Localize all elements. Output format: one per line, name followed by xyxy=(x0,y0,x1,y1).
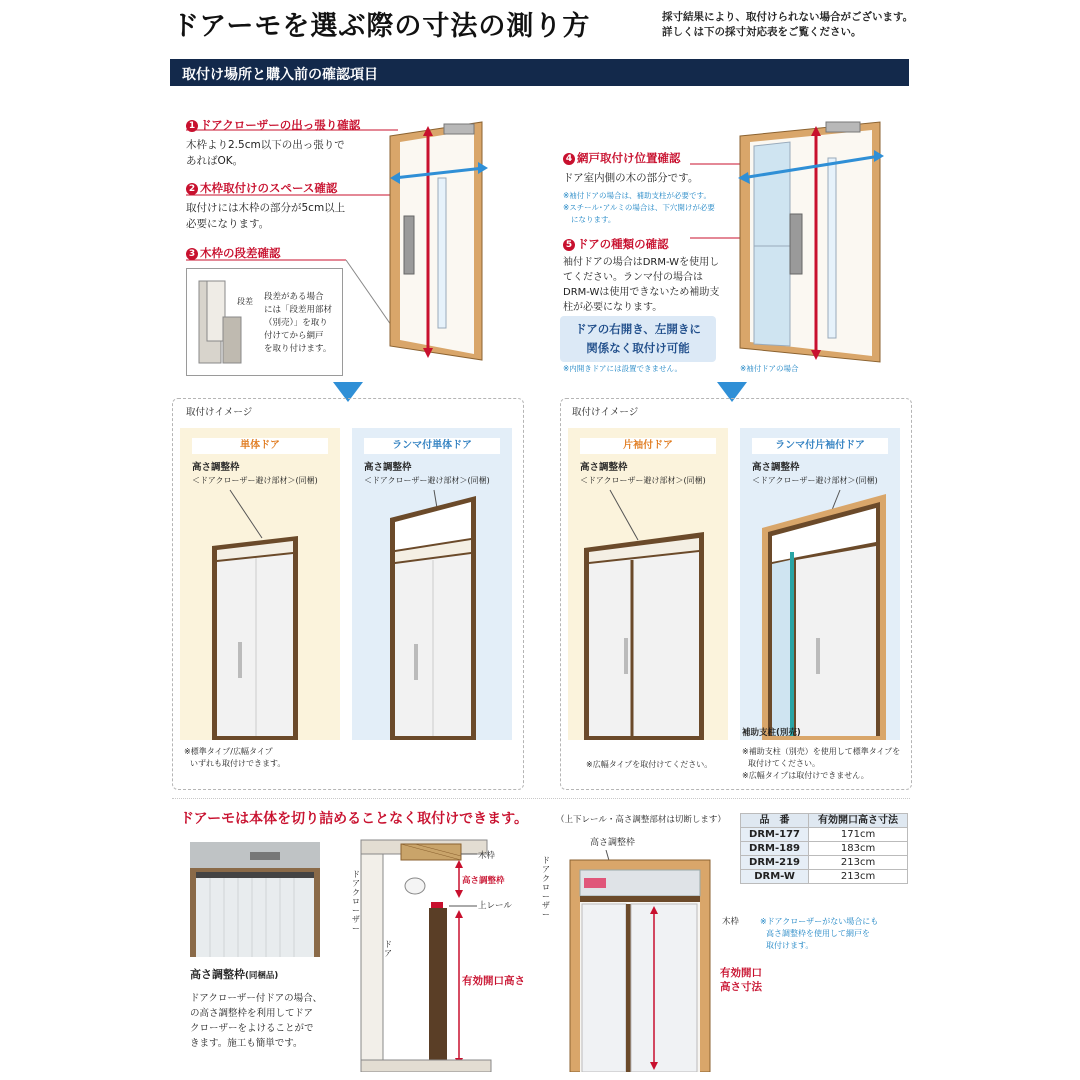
photo-body: ドアクローザー付ドアの場合、 の高さ調整枠を利用してドア クローザーをよけることがで きます。施工も簡単です。 xyxy=(190,993,323,1049)
frame-label: 高さ調整枠 xyxy=(364,462,412,473)
page-title: ドアーモを選ぶ際の寸法の測り方 xyxy=(172,11,591,42)
check-title: 木枠の段差確認 xyxy=(200,246,281,260)
note-inward: ※内開きドアには設置できません。 xyxy=(563,364,683,373)
section-bar-title: 取付け場所と購入前の確認項目 xyxy=(182,67,378,83)
card-title: 片袖付ドア xyxy=(580,438,716,454)
d1-effective-label: 有効開口高さ xyxy=(462,975,525,987)
frame-sub: ＜ドアクローザー避け部材＞(同梱) xyxy=(752,476,878,485)
door-illustration-right xyxy=(736,118,886,366)
d1-closer-label: ドアクローザー xyxy=(352,870,360,933)
front-view-diagram xyxy=(566,850,716,1072)
d2-adjust-label: 高さ調整枠 xyxy=(590,838,636,848)
left-install-note: ※標準タイプ/広幅タイプ いずれも取付けできます。 xyxy=(184,747,286,768)
card-title: ランマ付片袖付ドア xyxy=(752,438,888,454)
table-header-row xyxy=(741,814,908,828)
d2-effective-label: 有効開口 高さ寸法 xyxy=(720,967,762,993)
step-body: 段差がある場合 には「段差用部材 （別売）」を取り 付けてから網戸 を取り付けます。 xyxy=(264,292,333,354)
frame-label: 高さ調整枠 xyxy=(192,462,240,473)
door-sleeve xyxy=(582,488,708,740)
bottom-note: ※ドアクローザーがない場合にも 高さ調整枠を使用して網戸を 取付けます。 xyxy=(760,917,879,950)
frame-label: 高さ調整枠 xyxy=(752,462,800,473)
card-transom-door xyxy=(352,428,512,740)
cell-height: 183cm xyxy=(809,842,908,856)
photo-caption: 高さ調整枠(同梱品) xyxy=(190,968,279,981)
install-label-left: 取付けイメージ xyxy=(186,407,253,418)
table-row xyxy=(741,870,908,884)
cell-model: DRM-W xyxy=(741,870,809,884)
install-label-right: 取付けイメージ xyxy=(572,407,639,418)
check-number: 4 xyxy=(563,153,575,165)
door-single xyxy=(210,488,302,740)
frame-sub: ＜ドアクローザー避け部材＞(同梱) xyxy=(580,476,706,485)
door-illustration-left xyxy=(386,118,496,363)
section-bar xyxy=(170,59,909,86)
note-sleeve: ※袖付ドアの場合 xyxy=(740,364,799,373)
mid-install-note: ※広幅タイプを取付けてください。 xyxy=(586,760,713,769)
check-number: 1 xyxy=(186,120,198,132)
callout-box: ドアの右開き、左開きに 関係なく取付け可能 xyxy=(560,316,716,362)
cell-model: DRM-177 xyxy=(741,828,809,842)
check-body: 木枠より2.5cm以下の出っ張りで あればOK。 xyxy=(186,139,345,167)
header-height: 有効開口高さ寸法 xyxy=(809,814,908,828)
aux-post-label: 補助支柱(別売) xyxy=(742,728,801,738)
check-title: ドアクローザーの出っ張り確認 xyxy=(200,118,361,132)
check-body: 取付けには木枠の部分が5cm以上 必要になります。 xyxy=(186,202,346,230)
cell-height: 171cm xyxy=(809,828,908,842)
d1-rail-label: 上レール xyxy=(478,901,512,911)
bottom-headline-sub: （上下レール・高さ調整部材は切断します） xyxy=(556,815,726,825)
spec-table xyxy=(740,813,908,884)
cell-height: 213cm xyxy=(809,856,908,870)
frame-label: 高さ調整枠 xyxy=(580,462,628,473)
d1-wood-label: 木枠 xyxy=(478,851,496,861)
table-row xyxy=(741,842,908,856)
card-title: 単体ドア xyxy=(192,438,328,454)
right-install-note: ※補助支柱（別売）を使用して標準タイプを 取付けてください。 ※広幅タイプは取付けできません。 xyxy=(742,747,901,780)
table-row xyxy=(741,856,908,870)
check-body: 袖付ドアの場合はDRM-Wを使用し てください。ランマ付の場合は DRM-Wは使用できないため補助支 柱が必要になります。 xyxy=(563,257,720,313)
cell-height: 213cm xyxy=(809,870,908,884)
door-transom xyxy=(384,488,480,740)
check-note: ※袖付ドアの場合は、補助支柱が必要です。 ※スチール･アルミの場合は、下穴開けが必要 になります。 xyxy=(563,191,715,224)
check-title: ドアの種類の確認 xyxy=(577,237,669,251)
d1-adjust-label: 高さ調整枠 xyxy=(462,876,505,886)
adjust-frame-photo xyxy=(190,842,320,957)
d2-closer-label: ドアクローザー xyxy=(542,856,550,919)
header-model: 品 番 xyxy=(741,814,809,828)
cell-model: DRM-219 xyxy=(741,856,809,870)
check-title: 網戸取付け位置確認 xyxy=(577,151,681,165)
card-single-door xyxy=(180,428,340,740)
leader-lines-left xyxy=(186,110,416,360)
check-number: 2 xyxy=(186,183,198,195)
card-transom-sleeve-door xyxy=(740,428,900,740)
bottom-headline: ドアーモは本体を切り詰めることなく取付けできます。 xyxy=(180,811,529,827)
check-number: 3 xyxy=(186,248,198,260)
card-sleeve-door xyxy=(568,428,728,740)
check-body: ドア室内側の木の部分です。 xyxy=(563,172,699,184)
check-number: 5 xyxy=(563,239,575,251)
d1-door-label: ドア xyxy=(384,940,392,958)
divider xyxy=(172,798,910,800)
card-title: ランマ付単体ドア xyxy=(364,438,500,454)
step-label: 段差 xyxy=(237,297,253,306)
d2-wood-label: 木枠 xyxy=(722,917,740,927)
cross-section-diagram xyxy=(345,836,515,1072)
header-note: 採寸結果により、取付けられない場合がございます。 詳しくは下の採寸対応表をご覧ください。 xyxy=(662,11,914,38)
door-transom-sleeve xyxy=(756,488,890,740)
table-row xyxy=(741,828,908,842)
frame-sub: ＜ドアクローザー避け部材＞(同梱) xyxy=(192,476,318,485)
cell-model: DRM-189 xyxy=(741,842,809,856)
frame-sub: ＜ドアクローザー避け部材＞(同梱) xyxy=(364,476,490,485)
check-title: 木枠取付けのスペース確認 xyxy=(200,181,338,195)
